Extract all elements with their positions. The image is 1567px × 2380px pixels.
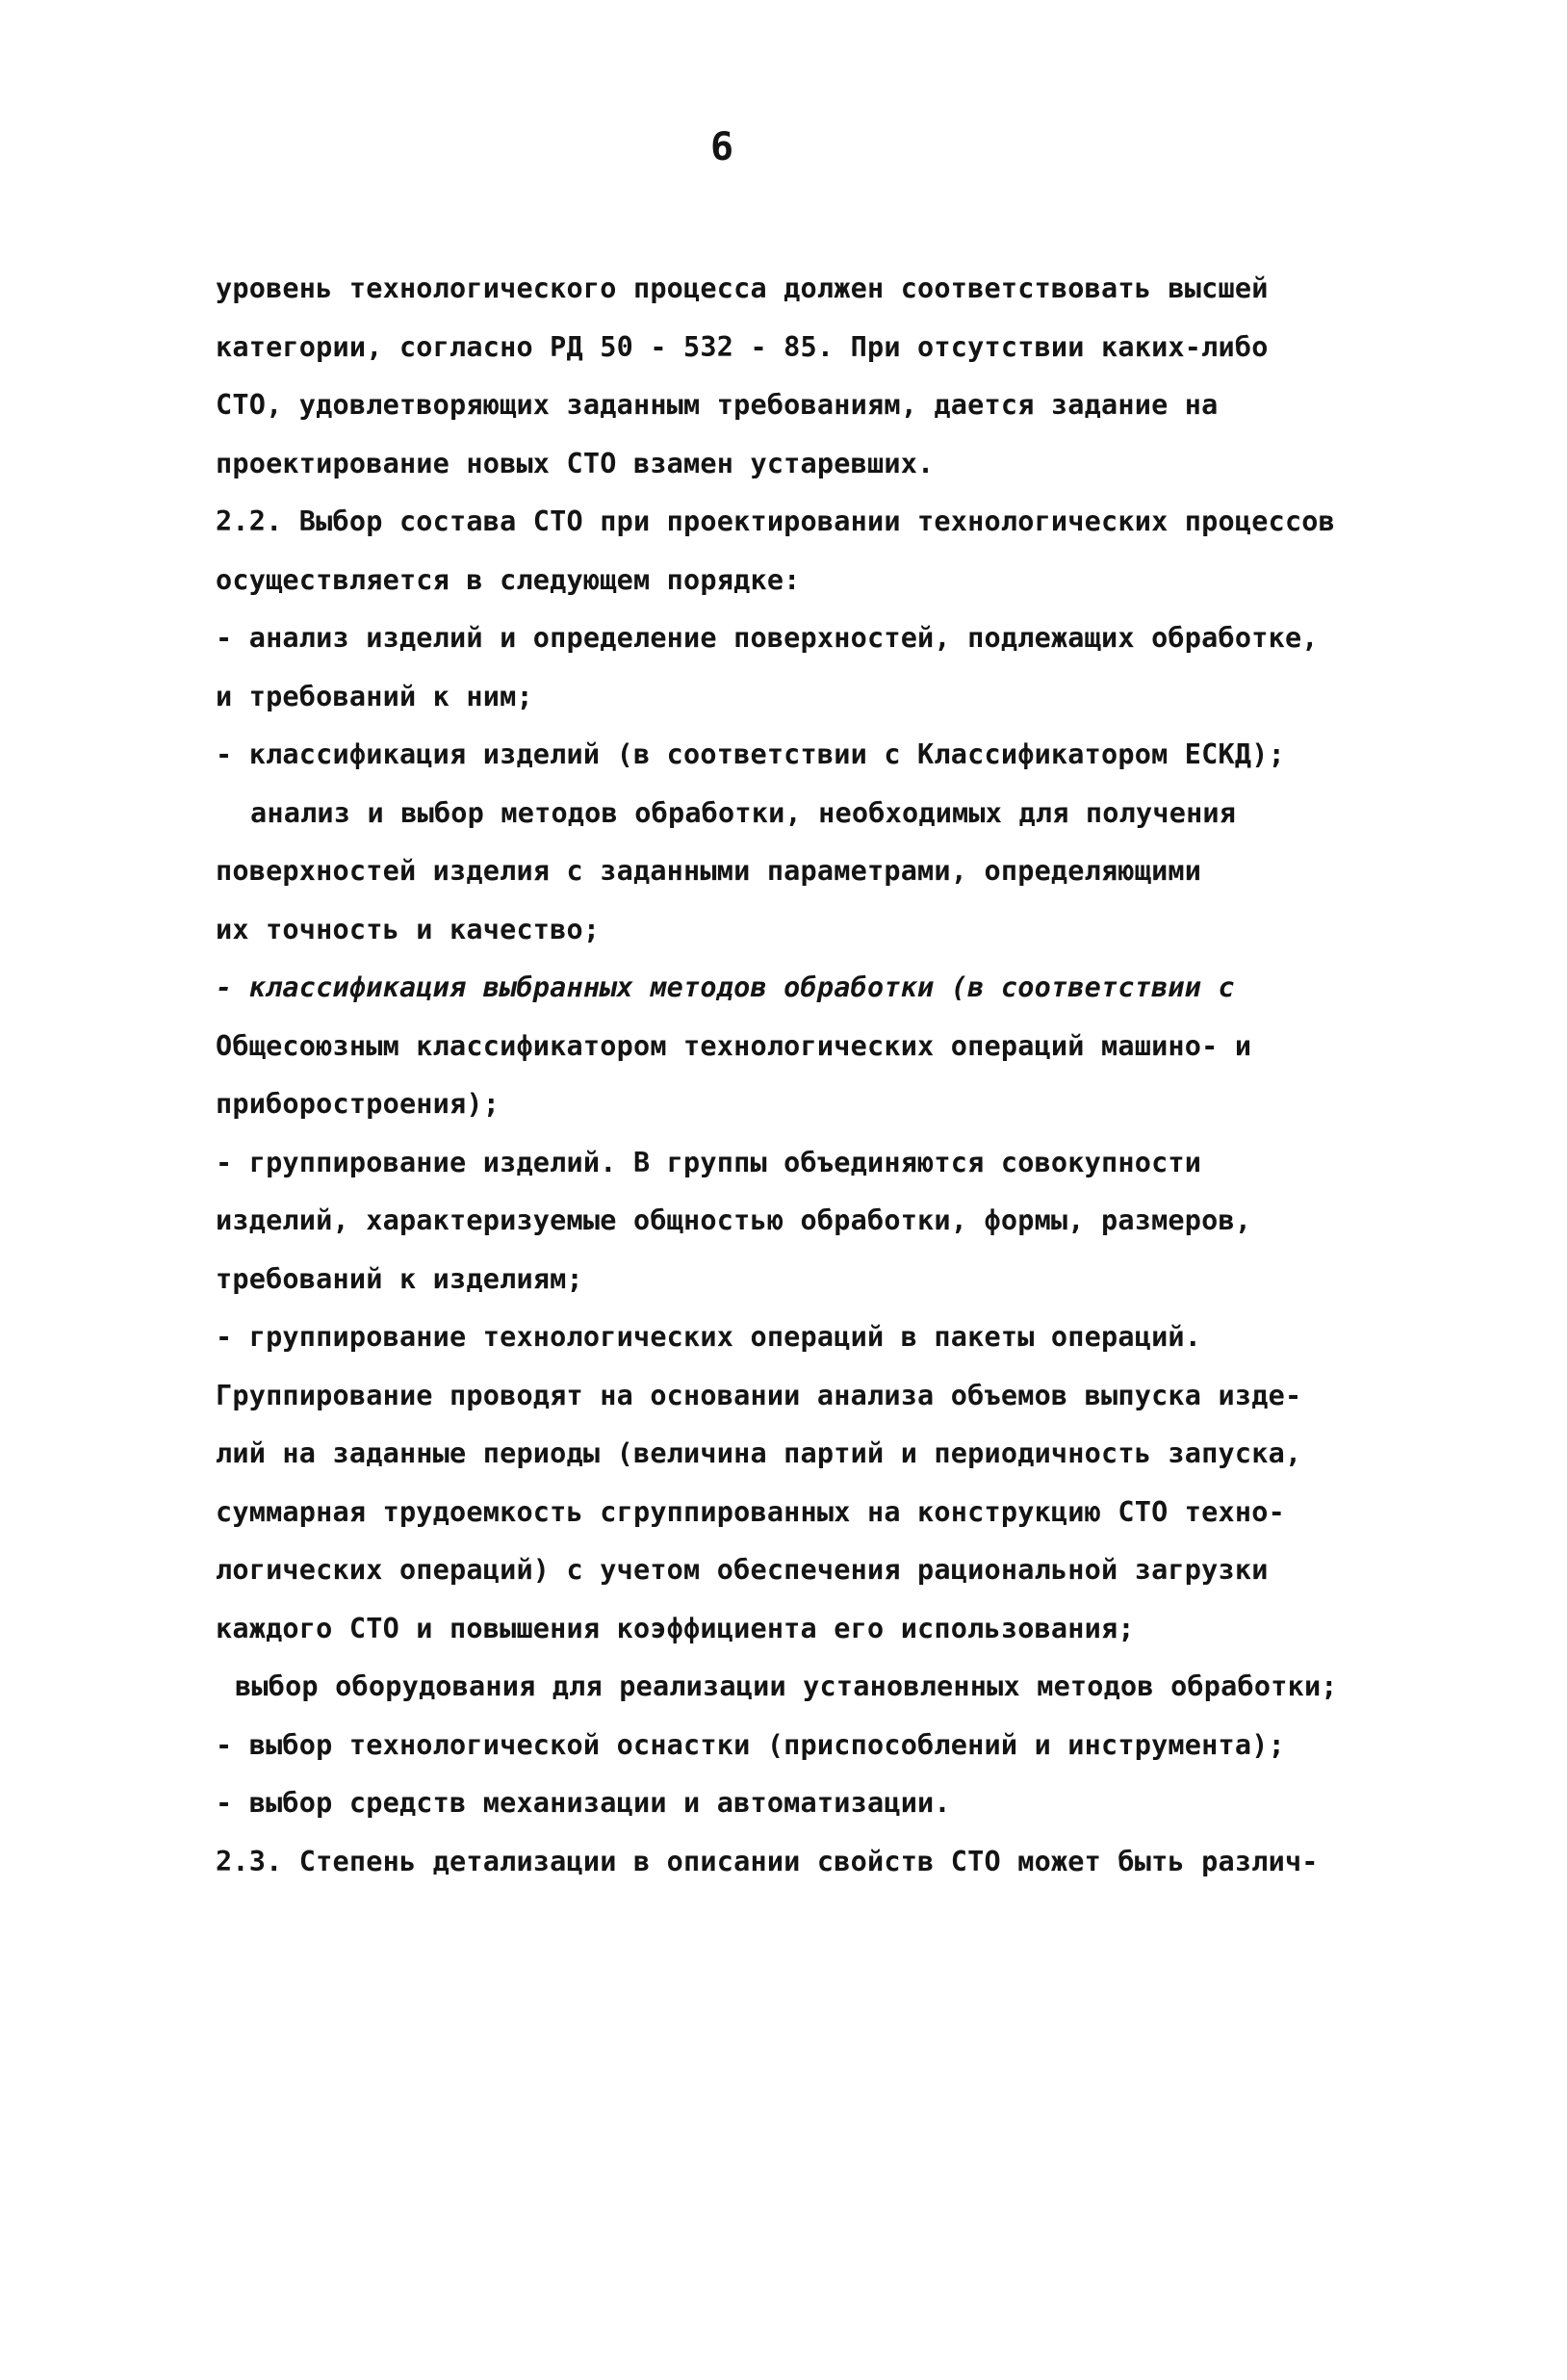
list-item: анализ и выбор методов обработки, необходимых для получения (250, 796, 1237, 829)
section-heading-2-2: 2.2. Выбор состава СТО при проектировании технологических процессов (216, 505, 1336, 537)
body-line: проектирование новых СТО взамен устаревших. (216, 447, 935, 479)
list-item: - выбор технологической оснастки (приспособлений и инструмента); (216, 1728, 1285, 1761)
body-line: изделий, характеризуемые общностью обработки, формы, размеров, (216, 1204, 1252, 1236)
page-number: 6 (710, 125, 734, 169)
list-item: - группирование технологических операций в пакеты операций. (216, 1321, 1202, 1353)
list-item: - классификация изделий (в соответствии с Классификатором ЕСКД); (216, 738, 1285, 770)
body-line: СТО, удовлетворяющих заданным требованиям, дается задание на (216, 389, 1219, 421)
list-item: - группирование изделий. В группы объединяются совокупности (216, 1146, 1202, 1178)
section-heading-2-3: 2.3. Степень детализации в описании свойств СТО может быть различ- (216, 1845, 1319, 1877)
body-line: Группирование проводят на основании анализа объемов выпуска изде- (216, 1379, 1302, 1411)
body-line: уровень технологического процесса должен соответствовать высшей (216, 272, 1269, 304)
list-item: - выбор средств механизации и автоматизации. (216, 1787, 951, 1819)
body-line: и требований к ним; (216, 680, 533, 712)
list-item: - классификация выбранных методов обработки (в соответствии с (216, 971, 1235, 1003)
body-line: поверхностей изделия с заданными параметрами, определяющими (216, 855, 1202, 887)
body-text (216, 260, 1457, 1891)
body-line: логических операций) с учетом обеспечения рациональной загрузки (216, 1554, 1269, 1586)
body-line: осуществляется в следующем порядке: (216, 563, 801, 596)
list-item: выбор оборудования для реализации установленных методов обработки; (235, 1670, 1338, 1702)
list-item: - анализ изделий и определение поверхностей, подлежащих обработке, (216, 622, 1319, 654)
body-line: суммарная трудоемкость сгруппированных на конструкцию СТО техно- (216, 1495, 1285, 1528)
body-line: каждого СТО и повышения коэффициента его использования; (216, 1612, 1135, 1644)
body-line: приборостроения); (216, 1088, 501, 1120)
body-line: Общесоюзным классификатором технологических операций машино- и (216, 1029, 1252, 1062)
body-line: категории, согласно РД 50 - 532 - 85. При отсутствии каких-либо (216, 330, 1269, 363)
body-line: их точность и качество; (216, 913, 601, 945)
body-line: требований к изделиям; (216, 1262, 583, 1295)
body-line: лий на заданные периоды (величина партий и периодичность запуска, (216, 1437, 1302, 1469)
